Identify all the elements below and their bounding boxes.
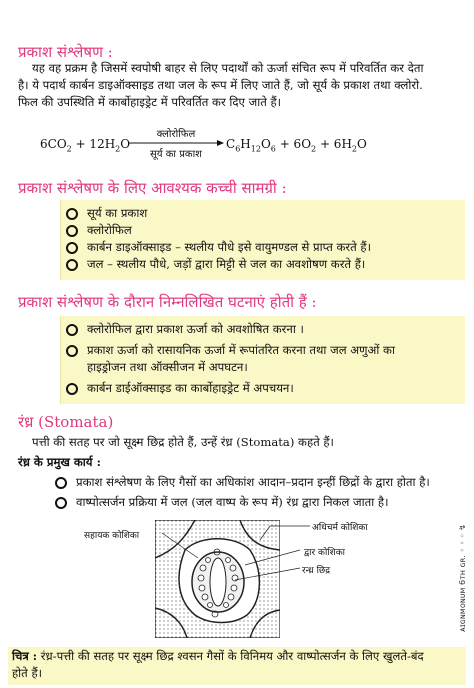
eq-sub: 6 (235, 144, 241, 154)
list-item (61, 239, 465, 256)
diagram-leader-lines (150, 520, 330, 640)
label-subsidiary-cell: सहायक कोशिका (84, 531, 140, 541)
list-item (61, 342, 465, 359)
stomata-heading: रंध्र (Stomata) (18, 413, 114, 431)
circle-bullet-icon (66, 225, 78, 237)
side-watermark: ᴀɪɢɴᴍᴏɴᴜᴍ 6ᴛʜ ɢʀ. ◦ ◦ ◦ ↯ (458, 524, 467, 632)
eq-sub: 2 (66, 144, 72, 154)
equation-arrow (128, 126, 224, 160)
eq-text: O (260, 137, 271, 151)
eq-sub: 2 (115, 144, 121, 154)
list-item-text: हाइड्रोजन तथा ऑक्सीजन में अपघटन। (87, 360, 248, 374)
raw-materials-heading: प्रकाश संश्लेषण के लिए आवश्यक कच्ची सामग्री : (18, 179, 287, 197)
circle-bullet-icon (66, 383, 78, 395)
events-box (60, 316, 465, 404)
para-line-3: फिल की उपस्थिति में कार्बोहाइड्रेट में परिवर्तित कर दिए जाते हैं। (18, 95, 282, 109)
eq-text: O (357, 137, 367, 151)
list-item-text: प्रकाश संश्लेषण के लिए गैसों का अधिकांश आदान–प्रदान इन्हीं छिद्रों के द्वारा होता है। (76, 475, 430, 489)
arrow-above-text: क्लोरोफिल (156, 129, 196, 140)
circle-bullet-icon (66, 324, 78, 336)
eq-text: + 12H (71, 137, 116, 151)
list-item (61, 321, 465, 338)
list-item-text: सूर्य का प्रकाश (87, 206, 148, 220)
eq-text: + 6O (275, 137, 312, 151)
list-item-text: कार्बन डाईऑक्साइड का कार्बोहाइड्रेट में अपचयन। (87, 381, 294, 395)
caption-line-2: होते हैं। (12, 666, 43, 680)
photosynthesis-equation (40, 137, 130, 153)
circle-bullet-icon (55, 477, 67, 489)
list-item (61, 380, 465, 397)
list-item (61, 222, 465, 239)
caption-label: चित्र : (12, 649, 38, 663)
stomata-definition: पत्ती की सतह पर जो सूक्ष्म छिद्र होते हैं, उन्हें रंध्र (Stomata) कहते हैं। (32, 435, 334, 449)
eq-text: C (226, 137, 236, 151)
events-heading: प्रकाश संश्लेषण के दौरान निम्नलिखित घटनाएं होती हैं : (18, 293, 317, 311)
list-item (50, 474, 466, 491)
figure-caption (8, 647, 466, 685)
list-item (61, 205, 465, 222)
photosynthesis-paragraph (18, 60, 464, 111)
circle-bullet-icon (66, 242, 78, 254)
circle-bullet-icon (66, 208, 78, 220)
label-guard-cell: द्वार कोशिका (304, 548, 345, 558)
label-epidermal-cell: अधिचर्म कोशिका (312, 523, 368, 533)
circle-bullet-icon (66, 345, 78, 357)
list-item-text: क्लोरोफिल (87, 223, 132, 237)
list-item (61, 256, 465, 273)
raw-materials-box (60, 200, 465, 280)
list-item-continuation (61, 359, 465, 376)
list-item-text: प्रकाश ऊर्जा को रासायनिक ऊर्जा में रूपांतरित करना तथा जल अणुओं का (87, 343, 395, 357)
list-item-text: क्लोरोफिल द्वारा प्रकाश ऊर्जा को अवशोषित करना । (87, 322, 304, 336)
stomata-functions-heading: रंध्र के प्रमुख कार्य : (18, 455, 101, 469)
para-line-2: है। ये पदार्थ कार्बन डाइऑक्साइड तथा जल के रूप में लिए जाते हैं, जो सूर्य के प्रकाश तथा क्लोरो. (18, 78, 423, 92)
eq-sub: 2 (311, 144, 317, 154)
eq-sub: 6 (270, 144, 276, 154)
stomata-functions-list (50, 474, 466, 511)
equation-products (226, 137, 367, 153)
list-item-text: वाष्पोत्सर्जन प्रक्रिया में जल (जल वाष्प के रूप में) रंध्र द्वारा निकल जाता है। (76, 495, 389, 509)
list-item-text: कार्बन डाइऑक्साइड – स्थलीय पौधे इसे वायुमण्डल से प्राप्त करते हैं। (87, 240, 371, 254)
list-item (50, 494, 466, 511)
list-item-text: जल – स्थलीय पौधे, जड़ों द्वारा मिट्टी से जल का अवशोषण करते हैं। (87, 257, 366, 271)
caption-text: रंध्र-पत्ती की सतह पर सूक्ष्म छिद्र श्वसन गैसों के विनिमय और वाष्पोत्सर्जन के लिए खुलते-बंद (37, 649, 424, 663)
eq-text: + 6H (316, 137, 352, 151)
label-stomatal-pore: रन्ध्र छिद्र (302, 566, 330, 576)
circle-bullet-icon (55, 497, 67, 509)
caption-line-1 (12, 648, 462, 665)
para-line-1: यह वह प्रक्रम है जिसमें स्वपोषी बाहर से लिए पदार्थों को ऊर्जा संचित रूप में परिवर्तित कर देता (32, 61, 424, 75)
eq-text: H (240, 137, 251, 151)
eq-sub: 12 (250, 144, 261, 154)
eq-sub: 2 (351, 144, 358, 154)
eq-text: 6CO (40, 137, 67, 151)
eq-text: O (120, 137, 131, 151)
arrow-below-text: सूर्य का प्रकाश (150, 149, 202, 160)
circle-bullet-icon (66, 259, 78, 271)
photosynthesis-heading: प्रकाश संश्लेषण : (18, 43, 113, 61)
